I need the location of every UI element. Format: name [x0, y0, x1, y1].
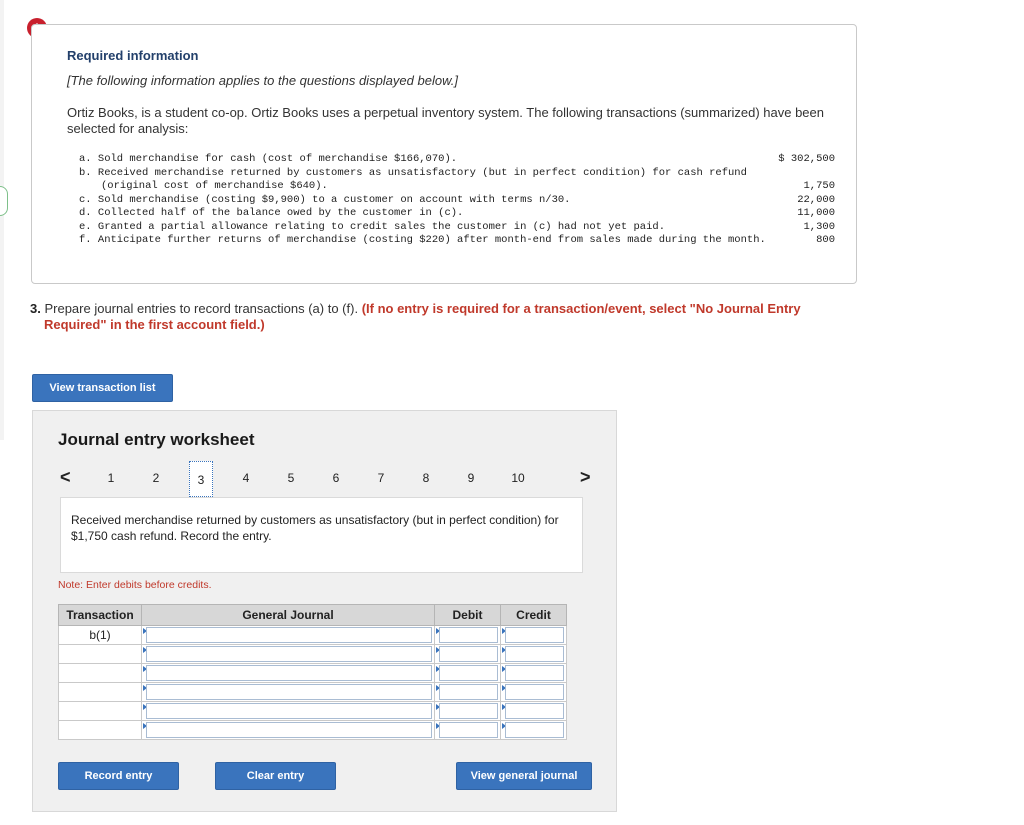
worksheet-pager	[33, 459, 618, 499]
account-field-cell	[142, 683, 435, 702]
account-field-cell	[142, 702, 435, 721]
journal-row	[59, 721, 567, 740]
worksheet-title: Journal entry worksheet	[58, 430, 255, 449]
transaction-text: c. Sold merchandise (costing $9,900) to a customer on account with terms n/30.	[79, 193, 571, 206]
debit-field-cell	[435, 645, 501, 664]
credit-field[interactable]	[505, 665, 564, 681]
account-field[interactable]	[146, 665, 432, 681]
page-2-tab[interactable]: 2	[152, 471, 160, 485]
debit-field[interactable]	[439, 665, 498, 681]
info-body: Ortiz Books, is a student co-op. Ortiz Books uses a perpetual inventory system. The following transactions (summarized) have been selected for analysis:	[67, 105, 824, 136]
credit-field[interactable]	[505, 722, 564, 738]
transaction-amount: $ 302,500	[778, 153, 835, 165]
debit-field[interactable]	[439, 646, 498, 662]
entry-prompt-box	[60, 497, 583, 573]
transaction-row	[79, 194, 835, 208]
page-9-tab[interactable]: 9	[467, 471, 475, 485]
record-entry-button[interactable]: Record entry	[58, 762, 179, 790]
transaction-amount: 1,750	[803, 180, 835, 192]
transaction-row	[79, 167, 835, 194]
journal-row	[59, 664, 567, 683]
debit-field[interactable]	[439, 684, 498, 700]
prev-page-icon[interactable]: <	[60, 467, 71, 487]
credit-field-cell	[501, 626, 567, 645]
credit-field-cell	[501, 721, 567, 740]
info-subtitle: [The following information applies to the questions displayed below.]	[67, 73, 458, 88]
question-number: 3.	[30, 301, 41, 316]
journal-table	[58, 604, 567, 740]
debit-field-cell	[435, 702, 501, 721]
transaction-cell	[59, 645, 142, 664]
page-5-tab[interactable]: 5	[287, 471, 295, 485]
clear-entry-button[interactable]: Clear entry	[215, 762, 336, 790]
transaction-text: f. Anticipate further returns of merchandise (costing $220) after month-end from sales made during the month.	[79, 234, 766, 246]
account-field[interactable]	[146, 722, 432, 738]
info-title: Required information	[67, 48, 199, 63]
account-field-cell	[142, 721, 435, 740]
credit-field[interactable]	[505, 703, 564, 719]
journal-row	[59, 683, 567, 702]
page-4-tab[interactable]: 4	[242, 471, 250, 485]
view-transaction-list-button[interactable]: View transaction list	[32, 374, 173, 402]
transaction-text: b. Received merchandise returned by customers as unsatisfactory (but in perfect condition) for cash refund (original cost of merchandise $640).	[79, 166, 747, 192]
left-rail	[0, 0, 4, 440]
credit-field-cell	[501, 664, 567, 683]
transaction-amount: 800	[816, 234, 835, 246]
account-field-cell	[142, 626, 435, 645]
debit-field[interactable]	[439, 627, 498, 643]
transaction-row	[79, 234, 835, 248]
question-instruction: (If no entry is required for a transaction/event, select "No Journal Entry	[361, 301, 801, 316]
transaction-list	[79, 153, 835, 248]
journal-row	[59, 626, 567, 645]
entry-note: Note: Enter debits before credits.	[58, 579, 212, 591]
journal-row	[59, 645, 567, 664]
account-field[interactable]	[146, 684, 432, 700]
credit-field[interactable]	[505, 627, 564, 643]
question-instruction-cont: Required" in the first account field.)	[44, 317, 265, 332]
view-general-journal-button[interactable]: View general journal	[456, 762, 592, 790]
entry-prompt-text: Received merchandise returned by customers as unsatisfactory (but in perfect condition) for $1,750 cash refund. Record the entry.	[71, 513, 559, 543]
side-panel-handle[interactable]	[0, 186, 8, 216]
transaction-header: Transaction	[59, 605, 142, 626]
transaction-row	[79, 207, 835, 221]
transaction-text: d. Collected half of the balance owed by the customer in (c).	[79, 207, 464, 219]
page-7-tab[interactable]: 7	[377, 471, 385, 485]
next-page-icon[interactable]: >	[580, 467, 591, 487]
transaction-row	[79, 153, 835, 167]
debit-field[interactable]	[439, 722, 498, 738]
page-8-tab[interactable]: 8	[422, 471, 430, 485]
transaction-amount: 22,000	[797, 193, 835, 206]
account-field[interactable]	[146, 703, 432, 719]
debit-field-cell	[435, 664, 501, 683]
debit-field-cell	[435, 626, 501, 645]
debit-field-cell	[435, 721, 501, 740]
credit-field[interactable]	[505, 684, 564, 700]
page-3-tab[interactable]: 3	[189, 461, 213, 497]
journal-entry-worksheet	[32, 410, 617, 812]
transaction-cell	[59, 721, 142, 740]
transaction-cell	[59, 664, 142, 683]
question-prompt	[30, 301, 840, 333]
general-journal-header: General Journal	[142, 605, 435, 626]
debit-field[interactable]	[439, 703, 498, 719]
debit-header: Debit	[435, 605, 501, 626]
question-text: Prepare journal entries to record transactions (a) to (f).	[44, 301, 359, 316]
transaction-amount: 1,300	[803, 220, 835, 233]
account-field[interactable]	[146, 646, 432, 662]
page-6-tab[interactable]: 6	[332, 471, 340, 485]
transaction-text: e. Granted a partial allowance relating to credit sales the customer in (c) had not yet paid.	[79, 220, 665, 233]
credit-field-cell	[501, 683, 567, 702]
credit-field[interactable]	[505, 646, 564, 662]
transaction-cell	[59, 702, 142, 721]
account-field[interactable]	[146, 627, 432, 643]
page-10-tab[interactable]: 10	[511, 471, 525, 485]
credit-field-cell	[501, 645, 567, 664]
transaction-amount: 11,000	[797, 207, 835, 219]
required-information-panel	[31, 24, 857, 284]
credit-field-cell	[501, 702, 567, 721]
credit-header: Credit	[501, 605, 567, 626]
transaction-cell: b(1)	[59, 626, 142, 645]
debit-field-cell	[435, 683, 501, 702]
account-field-cell	[142, 645, 435, 664]
transaction-cell	[59, 683, 142, 702]
transaction-row	[79, 221, 835, 235]
account-field-cell	[142, 664, 435, 683]
journal-row	[59, 702, 567, 721]
transaction-text: a. Sold merchandise for cash (cost of merchandise $166,070).	[79, 153, 458, 165]
page-1-tab[interactable]: 1	[107, 471, 115, 485]
